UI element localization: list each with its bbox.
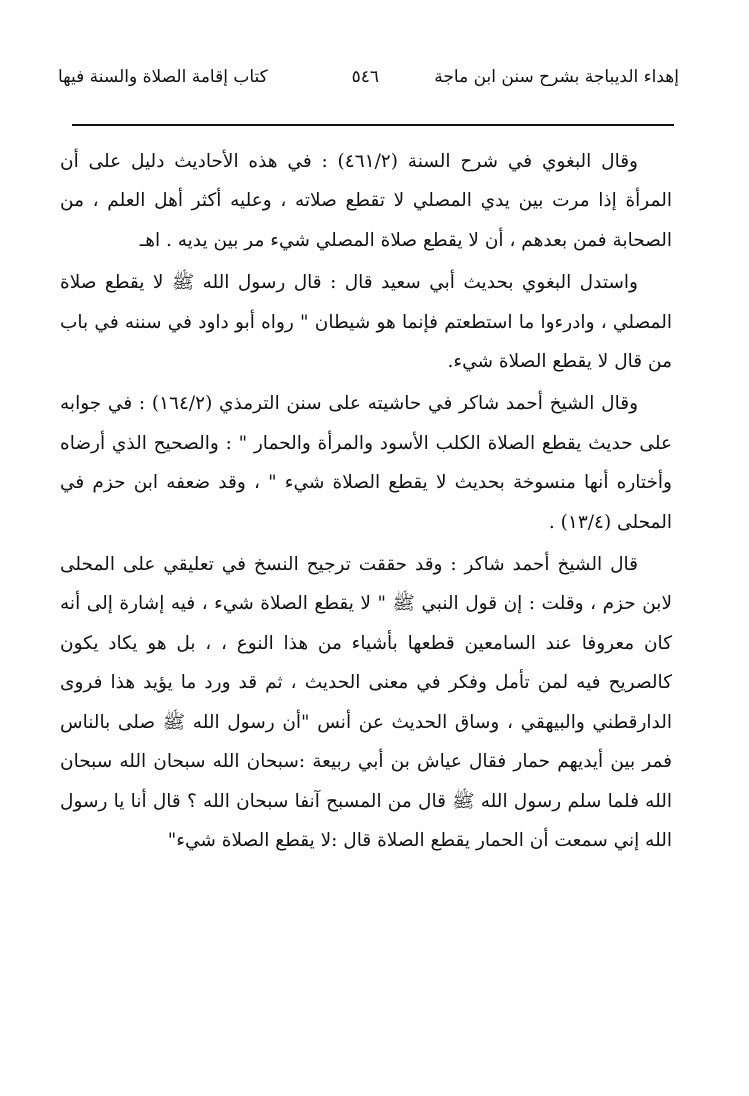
paragraph-shakir-muhalla: قال الشيخ أحمد شاكر : وقد حققت ترجيح النسخ في تعليقي على المحلى لابن حزم ، وقلت : إن قول النبي ﷺ " لا يقطع الصلاة شيء ، فيه إشارة إلى أنه كان معروفا عند السامعين قطعها بأشياء من هذا النوع ، ، بل هو يكاد يكون كالصريح فيه لمن تأمل وفكر في معنى الحديث ، ثم قد ورد ما يؤيد هذا فروى الدارقطني والبيهقي ، وساق الحديث عن أنس "أن رسول الله ﷺ صلى بالناس فمر بين أيديهم حمار فقال عياش بن أبي ربيعة :سبحان الله سبحان الله سبحان الله فلما سلم رسول الله ﷺ قال من المسبح آنفا سبحان الله ؟ قال أنا يا رسول الله إني سمعت أن الحمار يقطع الصلاة قال :لا يقطع الصلاة شيء" — [60, 554, 672, 851]
page-number: ٥٤٦ — [351, 67, 379, 87]
paragraph-baghawi: وقال البغوي في شرح السنة (٤٦١/٢) : في هذه الأحاديث دليل على أن المرأة إذا مرت بين يدي المصلي لا تقطع صلاته ، وعليه أكثر أهل العلم ، من الصحابة فمن بعدهم ، أن لا يقطع صلاة المصلي شيء مر بين يديه . اهـ — [60, 151, 672, 251]
body-text — [60, 142, 672, 860]
header-divider — [72, 124, 674, 126]
running-header — [58, 62, 679, 92]
book-title: إهداء الديباجة بشرح سنن ابن ماجة — [434, 67, 679, 87]
paragraph-shakir-tirmidhi: وقال الشيخ أحمد شاكر في حاشيته على سنن الترمذي (١٦٤/٢) : في جوابه على حديث يقطع الصلاة الكلب الأسود والمرأة والحمار " : والصحيح الذي أرضاه وأختاره أنها منسوخة بحديث لا يقطع الصلاة شيء " ، وقد ضعفه ابن حزم في المحلى (١٣/٤) . — [60, 393, 672, 533]
chapter-title: كتاب إقامة الصلاة والسنة فيها — [58, 67, 268, 87]
paragraph-abu-said-hadith: واستدل البغوي بحديث أبي سعيد قال : قال رسول الله ﷺ لا يقطع صلاة المصلي ، وادرءوا ما استطعتم فإنما هو شيطان " رواه أبو داود في سننه في باب من قال لا يقطع الصلاة شيء. — [60, 272, 672, 373]
